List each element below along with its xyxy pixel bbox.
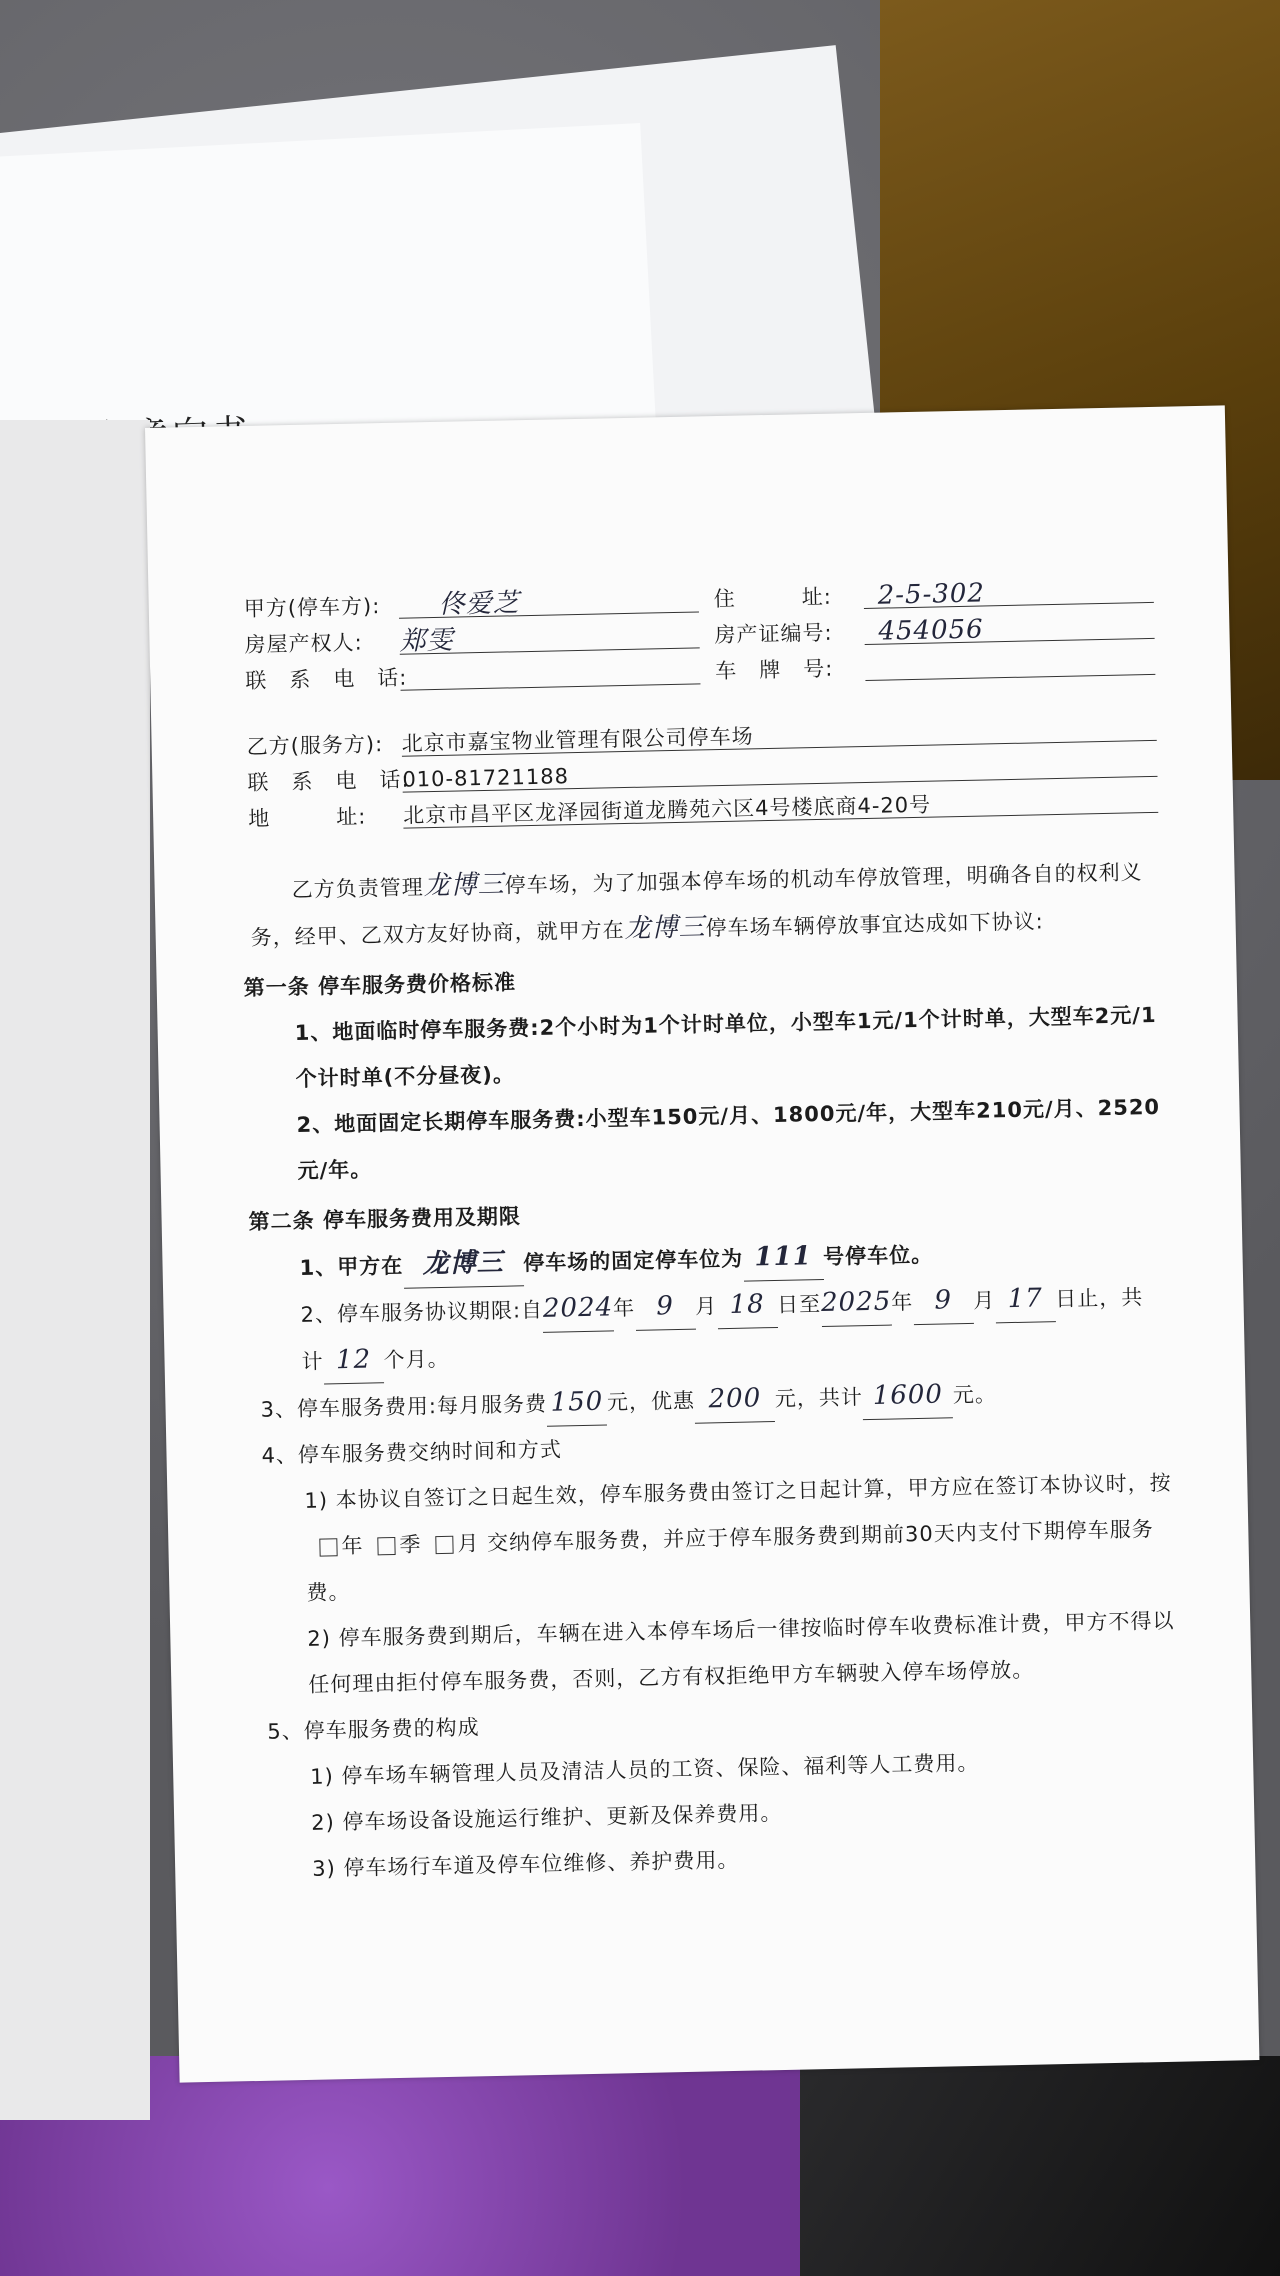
- composition-2: 2) 停车场设备设施运行维护、更新及保养费用。: [310, 1800, 783, 1835]
- yuan-text-3: 元。: [952, 1382, 998, 1408]
- address-label: 住 址:: [713, 584, 833, 612]
- discount-amount: 200: [694, 1375, 775, 1424]
- monthly-fee: 150: [546, 1379, 607, 1427]
- address-value: 2-5-302: [877, 578, 986, 611]
- party-a-signature: 佟爱芝: [438, 588, 521, 620]
- payment-text-a: 1) 本协议自签订之日起生效，停车服务费由签订之日起计算，甲方应在签订本协议时，按: [304, 1470, 1172, 1513]
- dark-cloth: [800, 2056, 1280, 2276]
- yuan-text-2: 元，共计: [774, 1385, 864, 1412]
- term-label: 2、停车服务协议期限:自: [300, 1297, 544, 1327]
- address-b-value: 北京市昌平区龙泽园街道龙腾苑六区4号楼底商4-20号: [402, 792, 932, 828]
- owner-label: 房屋产权人:: [244, 630, 363, 657]
- intro-text-1: 乙方负责管理: [291, 875, 424, 903]
- intro-handwritten-1: 龙博三: [423, 869, 505, 902]
- article-2-title: 第二条 停车服务费用及期限: [248, 1204, 522, 1235]
- article-2-item-5: 5、停车服务费的构成: [267, 1715, 480, 1744]
- cert-field: [864, 608, 1155, 645]
- phone-a-field: [400, 653, 701, 690]
- owner-field: [399, 617, 700, 657]
- payment-text-b: 交纳停车服务费，并应于停车服务费到期前30天内支付下期停车服务费。: [306, 1517, 1154, 1605]
- total-amount: 1600: [862, 1371, 953, 1420]
- plate-field: [865, 644, 1156, 681]
- month-unit-2: 月: [972, 1288, 996, 1313]
- party-a-field: [398, 581, 699, 618]
- article-1-item-1: 1、地面临时停车服务费:2个小时为1个计时单位，小型车1元/1个计时单，大型车2元/1个计时单(不分昼夜)。: [294, 1002, 1157, 1091]
- composition-3: 3) 停车场行车道及停车位维修、养护费用。: [311, 1847, 740, 1881]
- year-checkbox[interactable]: [319, 1538, 337, 1556]
- cert-value: 454056: [878, 614, 984, 647]
- address-b-label: 地 址:: [247, 804, 367, 831]
- item1-text-c: 号停车位。: [822, 1242, 934, 1269]
- article-1-item-2: 2、地面固定长期停车服务费:小型车150元/月、1800元/年，大型车210元/月、2520元/年。: [296, 1094, 1161, 1183]
- quarter-option-label: 季: [399, 1532, 422, 1557]
- month-option-label: 月: [457, 1531, 480, 1556]
- start-day: 18: [717, 1281, 778, 1329]
- year-unit: 年: [612, 1295, 636, 1321]
- to-text: 日至: [776, 1292, 822, 1317]
- end-year: 2025: [821, 1279, 892, 1327]
- address-field: [863, 572, 1154, 609]
- start-month: 9: [635, 1283, 696, 1331]
- item1-text-a: 1、甲方在: [299, 1253, 404, 1280]
- composition-1: 1) 停车场车辆管理人员及清洁人员的工资、保险、福利等人工费用。: [310, 1750, 980, 1789]
- contract-body: [243, 572, 1190, 1893]
- owner-signature: 郑雯: [399, 625, 454, 657]
- quarter-checkbox[interactable]: [377, 1537, 395, 1555]
- month-unit: 月: [694, 1294, 718, 1319]
- article-1-title: 第一条 停车服务费价格标准: [243, 970, 517, 1001]
- intro-text-2: 停车场，为了加强本停车场的机动车停放管理，明确各自的权利义务，经甲、乙双方友好协商，就甲方在: [250, 860, 1143, 950]
- month-checkbox[interactable]: [435, 1536, 453, 1554]
- intro-text-3: 停车场车辆停放事宜达成如下协议:: [705, 909, 1044, 941]
- party-a-label: 甲方(停车方):: [243, 594, 381, 621]
- months-text: 个月。: [383, 1346, 450, 1373]
- fee-label: 3、停车服务费用:每月服务费: [260, 1391, 548, 1422]
- phone-a-label: 联 系 电 话:: [245, 665, 408, 693]
- article-2-item-4: 4、停车服务费交纳时间和方式: [261, 1437, 563, 1468]
- left-page: [0, 420, 150, 2120]
- end-text: 日止，共: [1054, 1285, 1144, 1312]
- plate-label: 车 牌 号:: [714, 656, 834, 684]
- intro-handwritten-2: 龙博三: [624, 912, 706, 945]
- start-year: 2024: [542, 1284, 613, 1332]
- end-day: 17: [995, 1275, 1056, 1323]
- end-month: 9: [913, 1277, 974, 1325]
- year-option-label: 年: [341, 1533, 364, 1559]
- month-count: 12: [323, 1336, 384, 1384]
- space-number-handwritten: 111: [743, 1233, 824, 1282]
- year-unit-2: 年: [891, 1290, 914, 1315]
- cert-label: 房产证编号:: [714, 620, 833, 648]
- party-b-value: 北京市嘉宝物业管理有限公司停车场: [401, 724, 754, 756]
- party-b-label: 乙方(服务方):: [246, 732, 384, 759]
- phone-b-label: 联 系 电 话:: [247, 767, 410, 795]
- payment-clause-1: [262, 1460, 1185, 1617]
- intro-paragraph: [249, 848, 1171, 961]
- yuan-text-1: 元，优惠: [606, 1388, 696, 1415]
- item1-text-b: 停车场的固定停车位为: [522, 1246, 744, 1276]
- payment-clause-2: 2) 停车服务费到期后，车辆在进入本停车场后一律按临时停车收费标准计费，甲方不得以任何理由拒付停车服务费，否则，乙方有权拒绝甲方车辆驶入停车场停放。: [307, 1608, 1175, 1697]
- phone-b-value: 010-81721188: [402, 764, 570, 792]
- total-label: 计: [301, 1349, 324, 1374]
- lot-name-handwritten: 龙博三: [403, 1239, 524, 1289]
- contract-page: [145, 405, 1259, 2082]
